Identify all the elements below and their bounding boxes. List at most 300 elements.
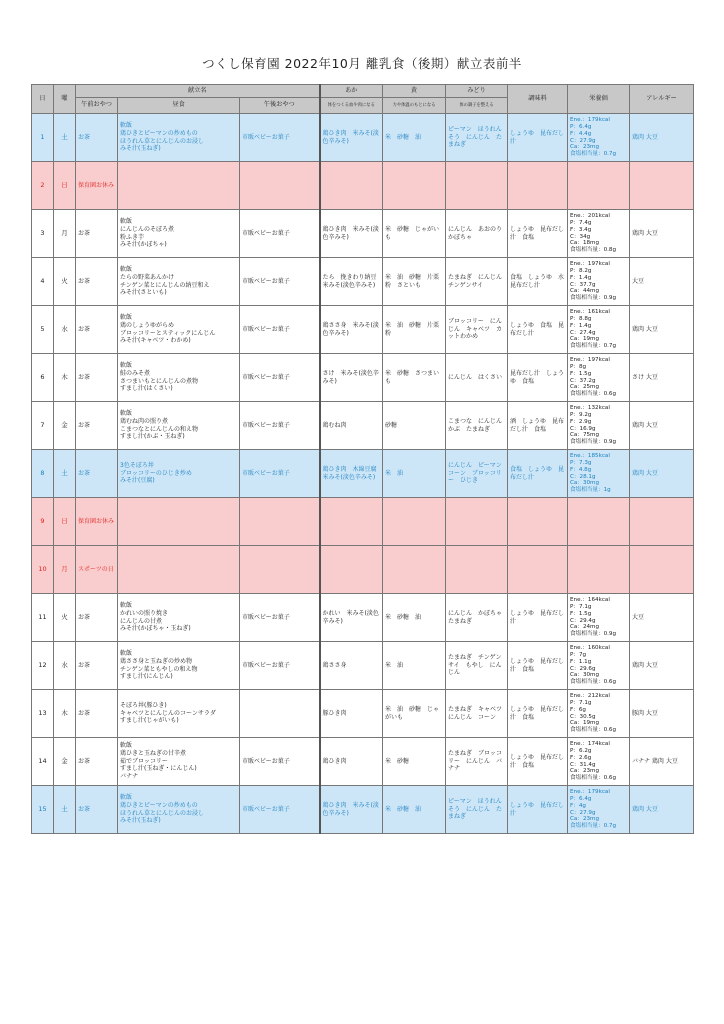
dish-line: 軟飯	[120, 793, 133, 801]
cell-day: 12	[32, 642, 54, 690]
cell-nutrition	[568, 162, 630, 210]
cell-aka: 鶏ささ身 米みそ(淡色辛みそ)	[320, 306, 383, 354]
dish-line: ブロッコリーのひじき炒め	[120, 469, 192, 477]
cell-snack-am: お茶	[76, 114, 118, 162]
dish-line: キャベツとにんじんのコーンサラダ	[120, 709, 216, 717]
cell-ki: 米 油	[383, 642, 446, 690]
dish-line: 軟飯	[120, 265, 133, 273]
cell-snack-am: 保育園お休み	[76, 498, 118, 546]
dish-line: すまし汁(じゃがいも)	[120, 717, 179, 725]
nutrition-line: 食塩相当量：0.6g	[570, 726, 617, 733]
header-week: 曜	[54, 85, 76, 114]
cell-snack-am: お茶	[76, 642, 118, 690]
nutrition-line: C：28.1g	[570, 473, 596, 480]
nutrition-line: F：4.8g	[570, 466, 592, 473]
dish-line: みそ汁(豆腐)	[120, 477, 155, 485]
dish-line: みそ汁(玉ねぎ)	[120, 145, 161, 153]
cell-seasoning: 昆布だし汁 しょうゆ 食塩	[508, 354, 568, 402]
cell-nutrition	[568, 450, 630, 498]
cell-snack-pm: 市販ベビーお菓子	[240, 210, 320, 258]
cell-day: 11	[32, 594, 54, 642]
nutrition-line: F：1.5g	[570, 370, 592, 377]
table-row	[32, 258, 694, 306]
cell-allergy: 大豆	[630, 594, 694, 642]
cell-allergy: さけ 大豆	[630, 354, 694, 402]
cell-snack-am: お茶	[76, 738, 118, 786]
cell-snack-pm: 市販ベビーお菓子	[240, 354, 320, 402]
nutrition-line: F：1.5g	[570, 610, 592, 617]
nutrition-line: C：30.5g	[570, 713, 596, 720]
cell-aka: 鶏ひき肉 米みそ(淡色辛みそ)	[320, 210, 383, 258]
table-row	[32, 546, 694, 594]
nutrition-line: C：27.4g	[570, 329, 596, 336]
nutrition-line: C：27.9g	[570, 809, 596, 816]
page-title: つくし保育園 2022年10月 離乳食（後期）献立表前半	[202, 56, 522, 71]
dish-line: チンゲン菜ともやしの和え物	[120, 665, 198, 673]
cell-allergy	[630, 498, 694, 546]
cell-allergy: 鶏肉 大豆	[630, 450, 694, 498]
cell-day: 10	[32, 546, 54, 594]
cell-ki: 米 砂糖 油	[383, 114, 446, 162]
dish-line: たらの野菜あんかけ	[120, 273, 175, 281]
cell-week: 木	[54, 690, 76, 738]
dish-line: 鶏ひきとピーマンの炒めもの	[120, 801, 198, 809]
cell-aka: 鶏ひき肉 米みそ(淡色辛みそ)	[320, 786, 383, 834]
cell-snack-pm: 市販ベビーお菓子	[240, 306, 320, 354]
cell-snack-pm: 市販ベビーお菓子	[240, 642, 320, 690]
cell-snack-am: 保育園お休み	[76, 162, 118, 210]
cell-snack-am: スポーツの日	[76, 546, 118, 594]
header-nutrition: 栄養価	[568, 85, 630, 114]
nutrition-line: Ca：24mg	[570, 624, 600, 631]
cell-aka	[320, 498, 383, 546]
cell-nutrition	[568, 114, 630, 162]
cell-ki: 米 砂糖 油	[383, 786, 446, 834]
cell-day: 7	[32, 402, 54, 450]
cell-ki: 米 油	[383, 450, 446, 498]
cell-midori: たまねぎ チンゲンサイ もやし にんじん	[446, 642, 508, 690]
cell-ki: 砂糖	[383, 402, 446, 450]
cell-day: 15	[32, 786, 54, 834]
table-row	[32, 162, 694, 210]
nutrition-line: Ca：23mg	[570, 768, 600, 775]
header-midori: みどり	[446, 85, 508, 98]
dish-line: 鶏ひきとピーマンの炒めもの	[120, 129, 198, 137]
nutrition-line: C：34g	[570, 233, 591, 240]
cell-nutrition	[568, 738, 630, 786]
nutrition-line: Ene.：185kcal	[570, 453, 610, 460]
nutrition-line: 食塩相当量：0.9g	[570, 438, 617, 445]
cell-ki: 米 油 砂糖 じゃがいも	[383, 690, 446, 738]
cell-lunch	[118, 498, 240, 546]
cell-snack-am: お茶	[76, 690, 118, 738]
header-allergy: アレルギー	[630, 85, 694, 114]
nutrition-line: P：8.8g	[570, 316, 592, 323]
cell-allergy: 豚肉 大豆	[630, 690, 694, 738]
nutrition-line: Ca：19mg	[570, 720, 600, 727]
table-row	[32, 690, 694, 738]
cell-seasoning	[508, 498, 568, 546]
table-row	[32, 642, 694, 690]
dish-line: にんじんのそぼろ煮	[120, 225, 175, 233]
nutrition-line: F：1.1g	[570, 658, 592, 665]
cell-seasoning: しょうゆ 昆布だし汁 食塩	[508, 738, 568, 786]
nutrition-line: 食塩相当量：0.7g	[570, 822, 617, 829]
cell-lunch	[118, 546, 240, 594]
cell-lunch	[118, 114, 240, 162]
header-snack-pm: 午後おやつ	[240, 98, 320, 114]
cell-week: 金	[54, 402, 76, 450]
cell-midori: にんじん かぼちゃ たまねぎ	[446, 594, 508, 642]
cell-midori: こまつな にんじん かぶ たまねぎ	[446, 402, 508, 450]
nutrition-line: C：37.7g	[570, 281, 596, 288]
cell-allergy: 鶏肉 大豆	[630, 786, 694, 834]
dish-line: 軟飯	[120, 742, 133, 749]
cell-lunch	[118, 450, 240, 498]
cell-nutrition	[568, 402, 630, 450]
dish-line: かれいの照り焼き	[120, 609, 169, 617]
nutrition-line: Ene.：179kcal	[570, 117, 610, 124]
nutrition-line: Ene.：164kcal	[570, 597, 610, 604]
dish-line: ブロッコリーとスティックにんじん	[120, 329, 216, 337]
cell-allergy: 鶏肉 大豆	[630, 642, 694, 690]
cell-snack-pm: 市販ベビーお菓子	[240, 114, 320, 162]
nutrition-line: 食塩相当量：0.7g	[570, 150, 617, 157]
cell-day: 8	[32, 450, 54, 498]
nutrition-line: 食塩相当量：0.9g	[570, 294, 617, 301]
nutrition-line: Ca：19mg	[570, 336, 600, 343]
cell-nutrition	[568, 786, 630, 834]
cell-nutrition	[568, 354, 630, 402]
nutrition-line: F：4.4g	[570, 130, 592, 137]
dish-line: 3色そぼろ丼	[120, 461, 154, 469]
dish-line: 軟飯	[120, 649, 133, 657]
header-menu-group: 献立名	[76, 85, 320, 98]
nutrition-line: P：6.2g	[570, 748, 592, 755]
cell-snack-pm: 市販ベビーお菓子	[240, 594, 320, 642]
dish-line: すまし汁(かぶ・玉ねぎ)	[120, 433, 185, 441]
cell-snack-am: お茶	[76, 258, 118, 306]
cell-week: 木	[54, 354, 76, 402]
cell-allergy: 鶏肉 大豆	[630, 210, 694, 258]
cell-ki: 米 砂糖 さつまいも	[383, 354, 446, 402]
dish-line: すまし汁(にんじん)	[120, 673, 173, 681]
cell-week: 火	[54, 594, 76, 642]
cell-week: 土	[54, 450, 76, 498]
cell-allergy: 大豆	[630, 258, 694, 306]
cell-week: 火	[54, 258, 76, 306]
nutrition-line: Ca：75mg	[570, 432, 600, 439]
cell-day: 4	[32, 258, 54, 306]
table-row	[32, 114, 694, 162]
cell-midori: にんじん はくさい	[446, 354, 508, 402]
nutrition-line: P：9.2g	[570, 412, 592, 419]
cell-ki: 米 砂糖	[383, 738, 446, 786]
header-snack-am: 午前おやつ	[76, 98, 118, 114]
dish-line: 粉ふき芋	[120, 233, 145, 241]
nutrition-line: P：8.2g	[570, 268, 592, 275]
cell-ki: 米 砂糖 油	[383, 594, 446, 642]
cell-snack-pm	[240, 498, 320, 546]
cell-midori	[446, 162, 508, 210]
dish-line: 軟飯	[120, 121, 133, 129]
dish-line: みそ汁(かぼちゃ・玉ねぎ)	[120, 625, 191, 633]
dish-line: みそ汁(かぼちゃ)	[120, 241, 167, 249]
cell-ki	[383, 162, 446, 210]
cell-lunch	[118, 162, 240, 210]
nutrition-line: Ca：23mg	[570, 144, 600, 151]
nutrition-line: P：7.1g	[570, 604, 592, 611]
cell-midori: たまねぎ キャベツ にんじん コーン	[446, 690, 508, 738]
cell-seasoning: 食塩 しょうゆ 昆布だし汁	[508, 450, 568, 498]
nutrition-line: F：3.4g	[570, 226, 592, 233]
cell-day: 14	[32, 738, 54, 786]
dish-line: 軟飯	[120, 217, 133, 225]
cell-snack-am: お茶	[76, 210, 118, 258]
cell-snack-am: お茶	[76, 594, 118, 642]
cell-aka: 鶏むね肉	[320, 402, 383, 450]
header-lunch: 昼食	[118, 98, 240, 114]
cell-lunch	[118, 594, 240, 642]
nutrition-line: Ene.：201kcal	[570, 213, 610, 220]
cell-seasoning: しょうゆ 昆布だし汁 食塩	[508, 210, 568, 258]
cell-lunch	[118, 210, 240, 258]
cell-midori: ブロッコリー にんじん キャベツ カットわかめ	[446, 306, 508, 354]
cell-snack-pm: 市販ベビーお菓子	[240, 738, 320, 786]
nutrition-line: P：7.4g	[570, 220, 592, 227]
header-aka-sub: 体をつくる血や肉になる	[320, 98, 383, 114]
table-row	[32, 594, 694, 642]
nutrition-line: Ca：25mg	[570, 384, 600, 391]
nutrition-line: 食塩相当量：1g	[570, 486, 611, 493]
cell-ki: 米 油 砂糖 片栗粉 さといも	[383, 258, 446, 306]
cell-nutrition	[568, 594, 630, 642]
cell-week: 土	[54, 114, 76, 162]
cell-ki	[383, 498, 446, 546]
dish-line: こまつなとにんじんの和え物	[120, 425, 199, 433]
cell-midori: にんじん ピーマン コーン ブロッコリー ひじき	[446, 450, 508, 498]
table-row	[32, 498, 694, 546]
cell-seasoning	[508, 162, 568, 210]
nutrition-line: C：29.4g	[570, 617, 596, 624]
dish-line: みそ汁(玉ねぎ)	[120, 817, 161, 825]
cell-seasoning	[508, 546, 568, 594]
cell-nutrition	[568, 210, 630, 258]
dish-line: チンゲン菜とにんじんの納豆和え	[120, 281, 210, 289]
cell-week: 日	[54, 162, 76, 210]
cell-nutrition	[568, 258, 630, 306]
cell-seasoning: しょうゆ 昆布だし汁	[508, 114, 568, 162]
nutrition-line: Ene.：212kcal	[570, 693, 610, 700]
cell-lunch	[118, 690, 240, 738]
cell-aka	[320, 162, 383, 210]
dish-line: 軟飯	[120, 361, 133, 369]
cell-week: 月	[54, 210, 76, 258]
dish-line: 鶏ささ身と玉ねぎの炒め物	[120, 657, 193, 665]
cell-midori	[446, 498, 508, 546]
cell-snack-pm	[240, 690, 320, 738]
dish-line: ほうれん草とにんじんのお浸し	[120, 809, 205, 817]
cell-snack-am: お茶	[76, 786, 118, 834]
cell-lunch	[118, 354, 240, 402]
nutrition-line: Ene.：161kcal	[570, 309, 610, 316]
cell-week: 水	[54, 642, 76, 690]
cell-lunch	[118, 642, 240, 690]
dish-line: ほうれん草とにんじんのお浸し	[120, 137, 205, 145]
cell-nutrition	[568, 306, 630, 354]
nutrition-line: Ca：23mg	[570, 816, 600, 823]
nutrition-line: Ca：30mg	[570, 672, 600, 679]
dish-line: さつまいもとにんじんの煮物	[120, 377, 199, 385]
cell-lunch	[118, 258, 240, 306]
table-row	[32, 450, 694, 498]
nutrition-line: Ene.：132kcal	[570, 405, 610, 412]
dish-line: 軟飯	[120, 409, 133, 417]
cell-aka: 鶏ひき肉	[320, 738, 383, 786]
cell-aka: 鶏ささ身	[320, 642, 383, 690]
cell-aka: 豚ひき肉	[320, 690, 383, 738]
cell-lunch	[118, 786, 240, 834]
cell-aka: 鶏ひき肉 木綿豆腐 米みそ(淡色辛みそ)	[320, 450, 383, 498]
nutrition-line: F：6g	[570, 706, 586, 713]
nutrition-line: Ene.：197kcal	[570, 261, 610, 268]
table-row	[32, 210, 694, 258]
cell-nutrition	[568, 642, 630, 690]
cell-week: 水	[54, 306, 76, 354]
nutrition-line: P：6.4g	[570, 124, 592, 131]
cell-seasoning: しょうゆ 昆布だし汁	[508, 594, 568, 642]
cell-snack-pm: 市販ベビーお菓子	[240, 450, 320, 498]
header-aka: あか	[320, 85, 383, 98]
nutrition-line: Ca：18mg	[570, 240, 600, 247]
cell-allergy: 鶏肉 大豆	[630, 114, 694, 162]
cell-day: 9	[32, 498, 54, 546]
nutrition-line: P：6.4g	[570, 796, 592, 803]
cell-aka: 鶏ひき肉 米みそ(淡色辛みそ)	[320, 114, 383, 162]
menu-body	[32, 114, 694, 834]
table-row	[32, 402, 694, 450]
nutrition-line: Ene.：179kcal	[570, 789, 610, 796]
cell-week: 月	[54, 546, 76, 594]
nutrition-line: 食塩相当量：0.6g	[570, 774, 617, 781]
cell-day: 6	[32, 354, 54, 402]
dish-line: みそ汁(キャベツ・わかめ)	[120, 337, 191, 345]
dish-line: 鶏ひきと玉ねぎの甘辛煮	[120, 749, 187, 757]
header-seasoning: 調味料	[508, 85, 568, 114]
cell-day: 1	[32, 114, 54, 162]
header-ki-sub: 力や体温のもとになる	[383, 98, 446, 114]
nutrition-line: C：29.6g	[570, 665, 596, 672]
cell-midori: ピーマン ほうれんそう にんじん たまねぎ	[446, 786, 508, 834]
cell-aka: たら 挽きわり納豆 米みそ(淡色辛みそ)	[320, 258, 383, 306]
nutrition-line: 食塩相当量：0.9g	[570, 630, 617, 637]
dish-line: 鮭のみそ煮	[120, 369, 151, 377]
cell-allergy: 鶏肉 大豆	[630, 306, 694, 354]
nutrition-line: F：2.9g	[570, 418, 592, 425]
cell-snack-am: お茶	[76, 450, 118, 498]
dish-line: 軟飯	[120, 601, 133, 609]
dish-line: 軟飯	[120, 313, 133, 321]
nutrition-line: P：7.3g	[570, 460, 592, 467]
dish-line: バナナ	[120, 773, 139, 781]
nutrition-line: Ene.：160kcal	[570, 645, 610, 652]
header-ki: 黄	[383, 85, 446, 98]
nutrition-line: 食塩相当量：0.6g	[570, 390, 617, 397]
cell-aka: さけ 米みそ(淡色辛みそ)	[320, 354, 383, 402]
table-row	[32, 738, 694, 786]
nutrition-line: 食塩相当量：0.8g	[570, 246, 617, 253]
dish-line: 鶏のしょうゆがらめ	[120, 321, 175, 329]
nutrition-line: F：4g	[570, 802, 586, 809]
cell-snack-pm: 市販ベビーお菓子	[240, 258, 320, 306]
cell-ki: 米 砂糖 じゃがいも	[383, 210, 446, 258]
cell-nutrition	[568, 690, 630, 738]
cell-day: 3	[32, 210, 54, 258]
nutrition-line: C：16.9g	[570, 425, 596, 432]
cell-snack-pm	[240, 162, 320, 210]
cell-lunch	[118, 306, 240, 354]
cell-day: 2	[32, 162, 54, 210]
dish-line: すまし汁(玉ねぎ・にんじん)	[120, 765, 197, 773]
cell-midori: たまねぎ にんじん チンゲンサイ	[446, 258, 508, 306]
cell-aka	[320, 546, 383, 594]
nutrition-line: 食塩相当量：0.7g	[570, 342, 617, 349]
cell-aka: かれい 米みそ(淡色辛みそ)	[320, 594, 383, 642]
nutrition-line: F：2.6g	[570, 754, 592, 761]
cell-week: 金	[54, 738, 76, 786]
cell-midori: たまねぎ ブロッコリー にんじん バナナ	[446, 738, 508, 786]
nutrition-line: C：27.9g	[570, 137, 596, 144]
nutrition-line: P：7.1g	[570, 700, 592, 707]
cell-seasoning: しょうゆ 昆布だし汁	[508, 786, 568, 834]
dish-line: 茹でブロッコリー	[120, 757, 168, 765]
cell-seasoning: しょうゆ 昆布だし汁 食塩	[508, 642, 568, 690]
cell-snack-am: お茶	[76, 306, 118, 354]
cell-snack-pm	[240, 546, 320, 594]
cell-allergy	[630, 162, 694, 210]
cell-week: 日	[54, 498, 76, 546]
cell-allergy: 鶏肉 大豆	[630, 402, 694, 450]
cell-midori: にんじん あおのり かぼちゃ	[446, 210, 508, 258]
cell-midori: ピーマン ほうれんそう にんじん たまねぎ	[446, 114, 508, 162]
cell-snack-am: お茶	[76, 354, 118, 402]
header-midori-sub: 体の調子を整える	[446, 98, 508, 114]
nutrition-line: P：8g	[570, 364, 587, 371]
nutrition-line: C：31.4g	[570, 761, 596, 768]
nutrition-line: Ene.：174kcal	[570, 741, 610, 748]
cell-midori	[446, 546, 508, 594]
table-row	[32, 306, 694, 354]
cell-seasoning: しょうゆ 食塩 昆布だし汁	[508, 306, 568, 354]
cell-ki: 米 油 砂糖 片栗粉	[383, 306, 446, 354]
dish-line: みそ汁(さといも)	[120, 289, 167, 297]
nutrition-line: F：1.4g	[570, 322, 592, 329]
cell-nutrition	[568, 498, 630, 546]
dish-line: 鶏むね肉の照り煮	[120, 417, 169, 425]
nutrition-line: Ca：30mg	[570, 480, 600, 487]
nutrition-line: Ca：44mg	[570, 288, 600, 295]
cell-allergy	[630, 546, 694, 594]
cell-ki	[383, 546, 446, 594]
cell-lunch	[118, 738, 240, 786]
cell-day: 13	[32, 690, 54, 738]
cell-lunch	[118, 402, 240, 450]
nutrition-line: C：37.2g	[570, 377, 596, 384]
table-row	[32, 786, 694, 834]
dish-line: すまし汁(はくさい)	[120, 385, 173, 393]
cell-seasoning: 食塩 しょうゆ 水 昆布だし汁	[508, 258, 568, 306]
cell-seasoning: しょうゆ 昆布だし汁 食塩	[508, 690, 568, 738]
